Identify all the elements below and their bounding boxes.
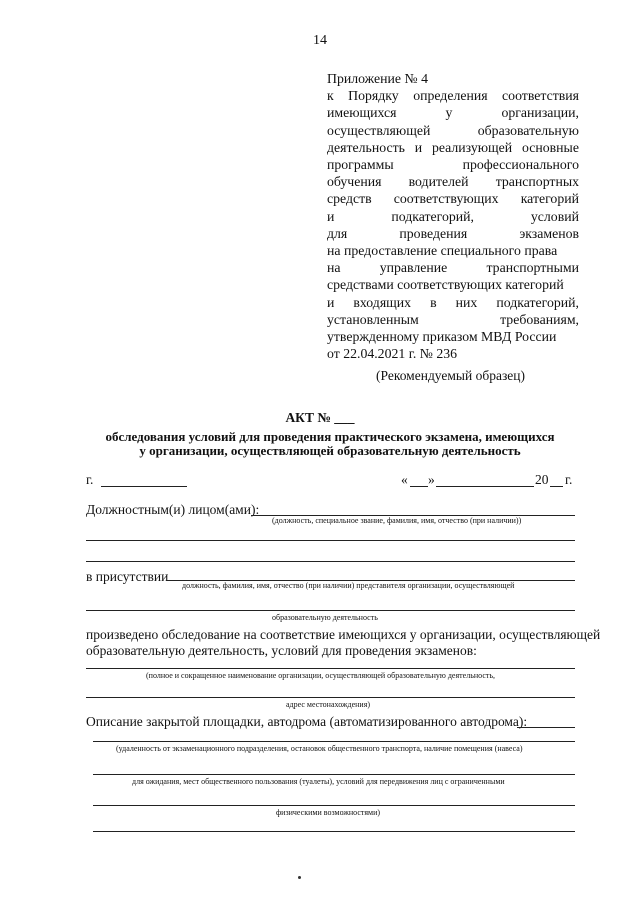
inspection-text-line-1: произведено обследование на соответствие имеющихся у организации, осуществляющей	[86, 627, 601, 642]
city-field[interactable]	[101, 486, 187, 487]
closed-area-field-line-5[interactable]	[93, 831, 575, 832]
appendix-word: у	[445, 105, 453, 121]
organization-caption: (полное и сокращенное наименование организации, осуществляющей образовательную деятельность,	[146, 671, 496, 680]
appendix-word: них	[455, 294, 478, 310]
official-field-line-3[interactable]	[86, 561, 575, 562]
presence-caption-1: должность, фамилия, имя, отчество (при наличии) представителя организации, осуществляющей	[182, 581, 515, 590]
city-prefix: г.	[86, 472, 94, 487]
act-subtitle-line-2: у организации, осуществляющей образовательную деятельность	[139, 443, 521, 458]
official-field-line-2[interactable]	[86, 540, 575, 541]
appendix-word: и	[327, 208, 335, 224]
year-field[interactable]	[550, 486, 563, 487]
appendix-word: утвержденному приказом МВД России	[327, 329, 557, 345]
appendix-word: осуществляющей	[327, 122, 431, 138]
act-title: АКТ № ___	[285, 410, 355, 425]
appendix-word: подкатегорий,	[496, 294, 579, 310]
appendix-word: профессионального	[462, 157, 579, 173]
appendix-line	[327, 173, 579, 190]
appendix-line	[327, 276, 579, 293]
appendix-block	[327, 70, 579, 362]
date-close-quote: »	[428, 472, 435, 487]
page-number: 14	[313, 33, 327, 48]
closed-area-field-line-4[interactable]	[93, 805, 575, 806]
appendix-word: соответствующих	[393, 191, 499, 207]
organization-field[interactable]	[86, 668, 575, 669]
appendix-line	[327, 156, 579, 173]
appendix-word: транспортными	[486, 260, 579, 276]
appendix-line	[327, 259, 579, 276]
appendix-word: для	[327, 225, 348, 241]
closed-area-caption-3: физическими возможностями)	[276, 808, 381, 817]
address-caption: адрес местонахождения)	[286, 700, 371, 709]
appendix-word: Порядку	[348, 88, 399, 104]
official-label: Должностным(и) лицом(ами):	[86, 502, 260, 517]
scan-mark	[298, 876, 301, 879]
presence-field-line-2[interactable]	[86, 610, 575, 611]
appendix-line	[327, 139, 579, 156]
appendix-word: от 22.04.2021 г. № 236	[327, 346, 458, 362]
closed-area-field-line-3[interactable]	[93, 774, 575, 775]
appendix-word: организации,	[501, 105, 579, 121]
appendix-line	[327, 294, 579, 311]
presence-label: в присутствии	[86, 569, 169, 584]
appendix-word: на предоставление специального права	[327, 243, 558, 259]
appendix-word: реализующей	[431, 139, 513, 155]
appendix-word: входящих	[353, 294, 412, 310]
appendix-line	[327, 208, 579, 225]
date-open-quote: «	[401, 472, 408, 487]
appendix-word: средствами соответствующих категорий	[327, 277, 564, 293]
appendix-line	[327, 328, 579, 345]
appendix-line	[327, 225, 579, 242]
act-subtitle-line-1: обследования условий для проведения практического экзамена, имеющихся	[105, 429, 555, 444]
official-caption: (должность, специальное звание, фамилия, имя, отчество (при наличии))	[272, 516, 522, 525]
appendix-line	[327, 87, 579, 104]
sample-note: (Рекомендуемый образец)	[376, 368, 525, 383]
appendix-word: образовательную	[477, 122, 579, 138]
appendix-word: и	[327, 294, 335, 310]
closed-area-field[interactable]	[517, 727, 575, 728]
appendix-word: в	[430, 294, 437, 310]
appendix-word: управление	[379, 260, 448, 276]
appendix-word: проведения	[399, 225, 468, 241]
year-suffix: г.	[565, 472, 573, 487]
appendix-word: к	[327, 88, 334, 104]
appendix-word: водителей	[408, 174, 469, 190]
appendix-line	[327, 311, 579, 328]
appendix-word: подкатегорий,	[391, 208, 474, 224]
day-field[interactable]	[410, 486, 428, 487]
address-field[interactable]	[86, 697, 575, 698]
appendix-word: определения	[413, 88, 488, 104]
appendix-word: имеющихся	[327, 105, 397, 121]
appendix-word: и	[414, 139, 423, 155]
appendix-word: деятельность	[327, 139, 405, 155]
presence-caption-2: образовательную деятельность	[272, 613, 378, 622]
appendix-title: Приложение № 4	[327, 71, 429, 86]
appendix-word: на	[327, 260, 341, 276]
appendix-line	[327, 190, 579, 207]
inspection-text-line-2: образовательную деятельность, условий для проведения экзаменов:	[86, 643, 477, 658]
appendix-line	[327, 104, 579, 121]
appendix-line	[327, 242, 579, 259]
appendix-word: требованиям,	[500, 311, 579, 327]
closed-area-caption-1: (удаленность от экзаменационного подразделения, остановок общественного транспорта, наличие помещения (навеса)	[116, 744, 523, 753]
appendix-word: основные	[522, 139, 579, 155]
appendix-word: условий	[530, 208, 579, 224]
closed-area-label: Описание закрытой площадки, автодрома (автоматизированного автодрома):	[86, 714, 528, 729]
year-prefix: 20	[535, 472, 549, 487]
appendix-word: соответствия	[502, 88, 579, 104]
appendix-word: экзаменов	[519, 225, 579, 241]
appendix-word: установленным	[327, 311, 419, 327]
appendix-word: категорий	[520, 191, 579, 207]
appendix-word: средств	[327, 191, 372, 207]
appendix-word: обучения	[327, 174, 382, 190]
appendix-line	[327, 122, 579, 139]
closed-area-field-line-2[interactable]	[93, 741, 575, 742]
month-field[interactable]	[436, 486, 534, 487]
closed-area-caption-2: для ожидания, мест общественного пользования (туалеты), условий для передвижения лиц с ограниченными	[132, 777, 505, 786]
appendix-lines	[327, 87, 579, 362]
appendix-word: программы	[327, 157, 394, 173]
appendix-line	[327, 345, 579, 362]
appendix-word: транспортных	[495, 174, 579, 190]
